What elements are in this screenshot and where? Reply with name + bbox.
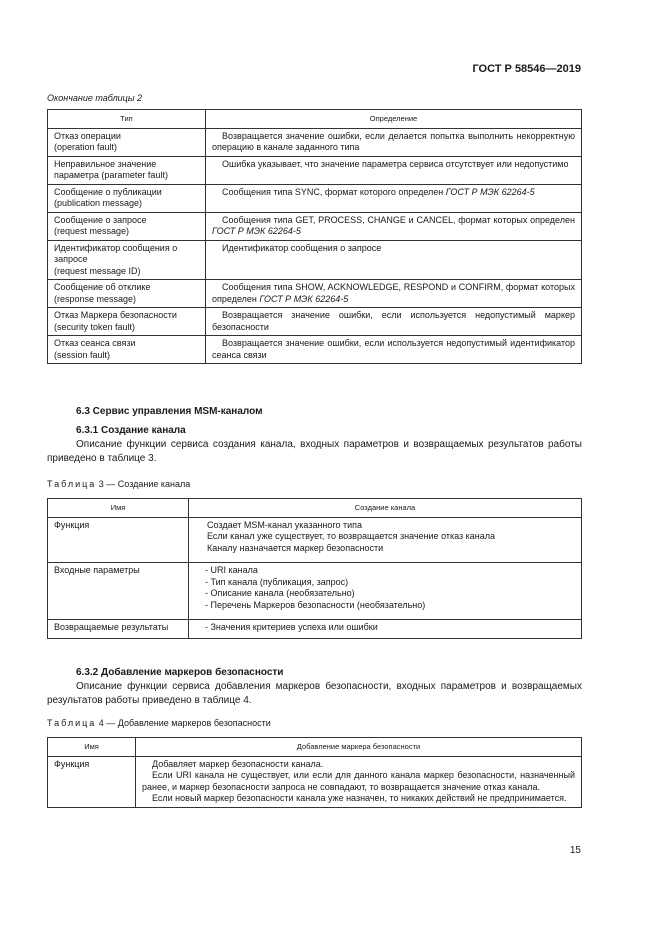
table-row <box>48 563 582 620</box>
value-line: Если канал уже существует, то возвращается значение отказ канала <box>207 531 496 542</box>
definition-text: Возвращается значение ошибки, если делается попытка выполнить некорректную операцию в канале заданного типа <box>212 130 575 153</box>
type-cell: Сообщение о публикации (publication message) <box>48 184 206 212</box>
value-line: - Тип канала (публикация, запрос) <box>205 576 349 587</box>
name-cell: Входные параметры <box>48 563 189 620</box>
table-3-caption-title: 3 — Создание канала <box>96 479 191 489</box>
value-cell <box>189 620 582 639</box>
table-row <box>48 620 582 639</box>
type-cell: Сообщение об отклике (response message) <box>48 280 206 308</box>
value-cell <box>189 563 582 620</box>
value-paragraph: Добавляет маркер безопасности канала. <box>152 758 324 769</box>
definition-text: Идентификатор сообщения о запросе <box>222 242 382 253</box>
name-cell: Возвращаемые результаты <box>48 620 189 639</box>
definition-cell <box>206 128 582 156</box>
page-number: 15 <box>569 845 581 856</box>
standard-number: ГОСТ Р 58546—2019 <box>472 63 581 75</box>
column-header-name: Имя <box>48 738 136 757</box>
type-cell: Отказ Маркера безопасности (security token fault) <box>48 308 206 336</box>
section-6-3-title: 6.3 Сервис управления MSM-каналом <box>76 406 263 417</box>
value-cell <box>136 756 582 807</box>
value-paragraph: Если URI канала не существует, или если для данного канала маркер безопасности, назначенный ранее, и маркер безопасности запроса не совпадают, то возвращается значение отказ канала. <box>142 770 575 792</box>
value-line: Каналу назначается маркер безопасности <box>207 542 384 553</box>
column-header-create-channel: Создание канала <box>189 499 582 518</box>
table-4-caption-title: 4 — Добавление маркеров безопасности <box>96 718 271 728</box>
definition-text: Сообщения типа SHOW, ACKNOWLEDGE, RESPOND и CONFIRM, формат которых определен <box>212 282 575 304</box>
definition-cell <box>206 212 582 240</box>
definition-cell <box>206 240 582 280</box>
section-6-3-2-title: 6.3.2 Добавление маркеров безопасности <box>76 667 284 678</box>
value-cell <box>189 517 582 563</box>
table-row <box>48 336 582 364</box>
table-4 <box>47 737 582 808</box>
table-row <box>48 517 582 563</box>
definition-text: Возвращается значение ошибки, если используется недопустимый маркер безопасности <box>212 310 575 332</box>
definition-text: Сообщения типа GET, PROCESS, CHANGE и CANCEL, формат которых определен <box>222 214 575 225</box>
table-4-caption <box>47 718 271 728</box>
definition-cell <box>206 336 582 364</box>
name-cell: Функция <box>48 756 136 807</box>
table-4-caption-label: Таблица <box>47 718 97 728</box>
section-6-3-1-paragraph: Описание функции сервиса создания канала, входных параметров и возвращаемых результатов работы приведено в таблице 3. <box>47 439 582 464</box>
table-row <box>48 280 582 308</box>
table-2 <box>47 109 582 364</box>
standard-reference: ГОСТ Р МЭК 62264-5 <box>259 293 349 304</box>
column-header-name: Имя <box>48 499 189 518</box>
section-6-3-2-paragraph: Описание функции сервиса добавления маркеров безопасности, входных параметров и возвращаемых результатов работы приведено в таблице 4. <box>47 681 582 706</box>
type-cell: Идентификатор сообщения о запросе (request message ID) <box>48 240 206 280</box>
table-row <box>48 240 582 280</box>
definition-cell <box>206 308 582 336</box>
name-cell: Функция <box>48 517 189 563</box>
type-cell: Отказ сеанса связи (session fault) <box>48 336 206 364</box>
table-3-caption <box>47 479 190 489</box>
definition-text: Ошибка указывает, что значение параметра сервиса отсутствует или недопустимо <box>222 158 569 169</box>
column-header-type: Тип <box>48 110 206 129</box>
type-cell: Неправильное значение параметра (parameter fault) <box>48 156 206 184</box>
type-cell: Сообщение о запросе (request message) <box>48 212 206 240</box>
table-3-caption-label: Таблица <box>47 479 97 489</box>
value-line: Создает MSM-канал указанного типа <box>207 519 363 530</box>
table-continuation-caption: Окончание таблицы 2 <box>47 93 142 103</box>
standard-reference: ГОСТ Р МЭК 62264-5 <box>445 186 535 197</box>
table-3 <box>47 498 582 639</box>
standard-reference: ГОСТ Р МЭК 62264-5 <box>212 226 301 237</box>
table-row <box>48 156 582 184</box>
table-row <box>48 184 582 212</box>
table-row <box>48 212 582 240</box>
definition-text: Сообщения типа SYNC, формат которого определен <box>222 186 446 197</box>
definition-cell <box>206 156 582 184</box>
value-line: - Перечень Маркеров безопасности (необязательно) <box>205 599 426 610</box>
value-line: - Описание канала (необязательно) <box>205 588 355 599</box>
table-row <box>48 308 582 336</box>
section-6-3-1-title: 6.3.1 Создание канала <box>76 425 186 436</box>
value-line: - URI канала <box>205 565 258 576</box>
value-line: - Значения критериев успеха или ошибки <box>205 622 378 633</box>
value-paragraph: Если новый маркер безопасности канала уже назначен, то никаких действий не предпринимается. <box>152 793 567 804</box>
column-header-definition: Определение <box>206 110 582 129</box>
column-header-add-token: Добавление маркера безопасности <box>136 738 582 757</box>
type-cell: Отказ операции (operation fault) <box>48 128 206 156</box>
definition-cell <box>206 280 582 308</box>
table-row <box>48 756 582 807</box>
definition-cell <box>206 184 582 212</box>
table-row <box>48 128 582 156</box>
definition-text: Возвращается значение ошибки, если используется недопустимый идентификатор сеанса связи <box>212 338 575 360</box>
